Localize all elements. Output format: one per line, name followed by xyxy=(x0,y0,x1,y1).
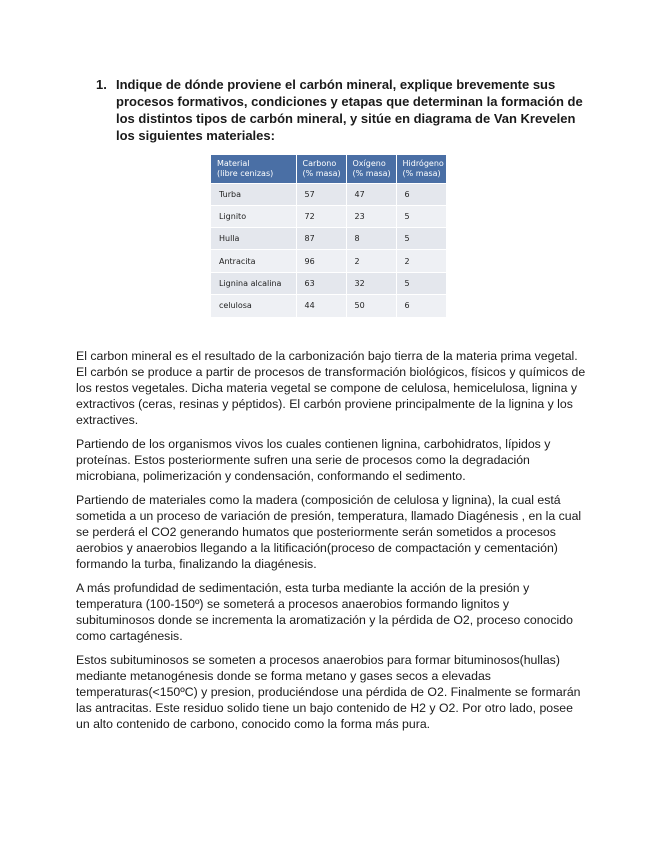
materials-table xyxy=(211,155,446,317)
paragraph: El carbon mineral es el resultado de la carbonización bajo tierra de la materia prima vegetal. El carbón se produce a partir de procesos de transformación biológicos, físicos y químicos de los restos vegetales. Dicha materia vegetal se compone de celulosa, hemicelulosa, lignina y extractivos (ceras, resinas y péptidos). El carbón proviene principalmente de la lignina y los extractives. xyxy=(76,349,586,427)
header-carbono: Carbono (% masa) xyxy=(296,155,346,183)
table-cell: 50 xyxy=(346,294,396,316)
table-cell: 2 xyxy=(396,250,446,272)
answer-body xyxy=(76,348,586,740)
table-row xyxy=(211,250,446,272)
table-cell: Turba xyxy=(211,183,296,205)
paragraph: A más profundidad de sedimentación, esta turba mediante la acción de la presión y temperatura (100-150º) se someterá a procesos anaerobios formando lignitos y subituminosos donde se incrementa la aromatización y la pérdida de O2, proceso conocido como cartagénesis. xyxy=(76,581,573,643)
table-cell: 5 xyxy=(396,205,446,227)
question-text: Indique de dónde proviene el carbón mineral, explique brevemente sus procesos formativos, condiciones y etapas que determinan la formación de los distintos tipos de carbón mineral, y sitúe en diagrama de Van Krevelen los siguientes materiales: xyxy=(116,77,583,143)
table-cell: Antracita xyxy=(211,250,296,272)
table-cell: 2 xyxy=(346,250,396,272)
paragraph: Partiendo de materiales como la madera (composición de celulosa y lignina), la cual está sometida a un proceso de variación de presión, temperatura, llamado Diagénesis , en la cual se perderá el CO2 generando humatos que posteriormente serán sometidos a procesos aerobios y anaerobios llegando a la litificación(proceso de compactación y cementación) formando la turba, finalizando la diagénesis. xyxy=(76,493,582,571)
paragraph: Estos subituminosos se someten a procesos anaerobios para formar bituminosos(hullas) mediante metanogénesis donde se forma metano y gases secos a elevadas temperaturas(<150ºC) y presion, produciéndose una pérdida de O2. Finalmente se formarán las antracitas. Este residuo solido tiene un bajo contenido de H2 y O2. Por otro lado, posee un alto contenido de carbono, conocido como la forma más pura. xyxy=(76,653,581,731)
table-cell: 8 xyxy=(346,228,396,250)
table-cell: 57 xyxy=(296,183,346,205)
table-cell: 96 xyxy=(296,250,346,272)
table-row xyxy=(211,272,446,294)
table-row xyxy=(211,228,446,250)
table-cell: 23 xyxy=(346,205,396,227)
header-hidrogeno: Hidrógeno (% masa) xyxy=(402,158,444,178)
table-cell: 87 xyxy=(296,228,346,250)
table-header-row xyxy=(211,155,446,183)
question-number: 1. xyxy=(96,77,107,92)
table-cell: 47 xyxy=(346,183,396,205)
header-oxigeno: Oxígeno (% masa) xyxy=(346,155,396,183)
table-cell: 72 xyxy=(296,205,346,227)
table-cell: Lignina alcalina xyxy=(211,272,296,294)
table-cell: 5 xyxy=(396,272,446,294)
table-row xyxy=(211,205,446,227)
table-cell: 5 xyxy=(396,228,446,250)
table-row xyxy=(211,294,446,316)
table-cell: 44 xyxy=(296,294,346,316)
paragraph: Partiendo de los organismos vivos los cuales contienen lignina, carbohidratos, lípidos y proteínas. Estos posteriormente sufren una serie de procesos como la degradación microbiana, polimerización y condensación, conformando el sedimento. xyxy=(76,437,551,483)
materials-table-container xyxy=(211,155,446,317)
table-cell: 6 xyxy=(396,183,446,205)
table-cell: 6 xyxy=(396,294,446,316)
table-cell: 63 xyxy=(296,272,346,294)
table-cell: Lignito xyxy=(211,205,296,227)
table-cell: celulosa xyxy=(211,294,296,316)
table-cell: Hulla xyxy=(211,228,296,250)
question-item xyxy=(96,76,586,144)
header-material: Material (libre cenizas) xyxy=(211,155,296,183)
table-cell: 32 xyxy=(346,272,396,294)
table-row xyxy=(211,183,446,205)
